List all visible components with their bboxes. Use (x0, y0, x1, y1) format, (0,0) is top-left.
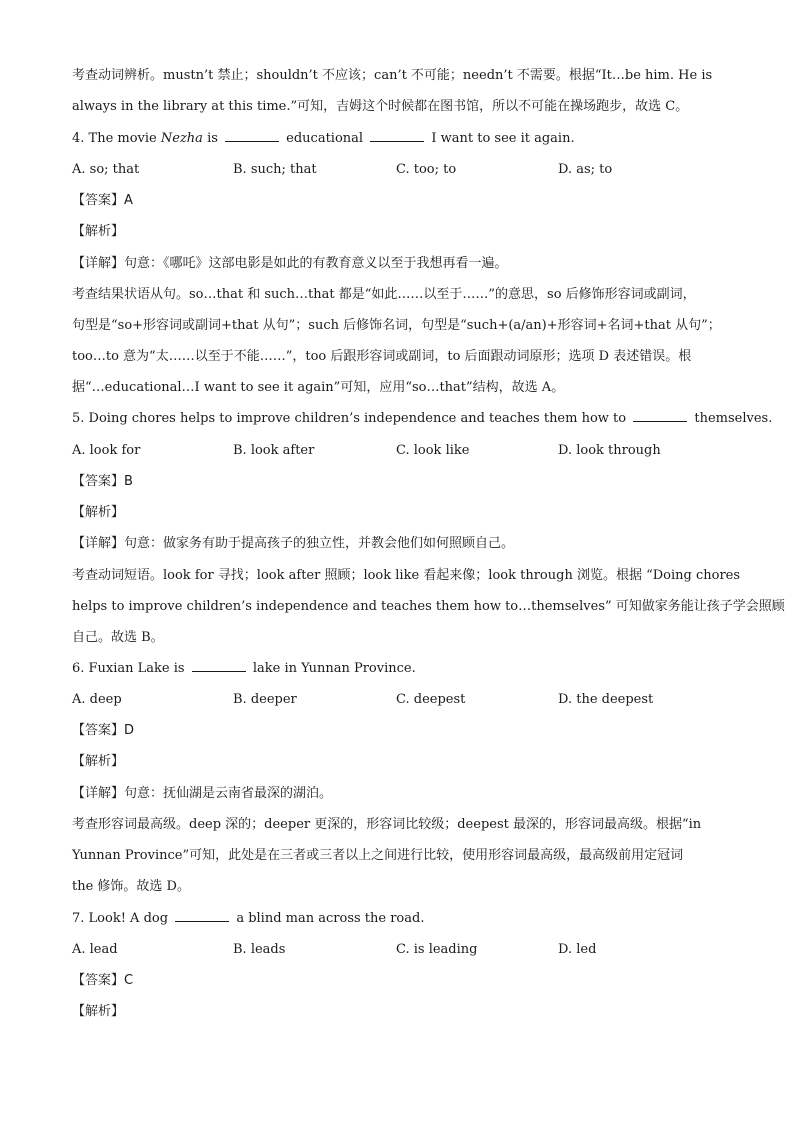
option-d: D. look through (558, 443, 661, 458)
question-text: a blind man across the road. (232, 911, 425, 926)
question-6 (72, 659, 722, 679)
answer-blank (175, 909, 229, 922)
option-d: D. as; to (558, 162, 613, 177)
answer-blank (370, 129, 424, 142)
option-b: B. look after (233, 443, 315, 458)
question-5 (72, 409, 773, 429)
explanation-line: 考查动词辨析。mustn’t 禁止；shouldn’t 不应该；can’t 不可能；needn’t 不需要。根据“It…be him. He is (72, 68, 713, 83)
explanation-line: 据“…educational…I want to see it again”可知，应用“so…that”结构，故选 A。 (72, 380, 565, 395)
answer-blank (225, 129, 279, 142)
option-a: A. lead (72, 942, 118, 957)
explanation-line: 句型是“so+形容词或副词+that 从句”；such 后修饰名词，句型是“such+(a/an)+形容词+名词+that 从句”； (72, 318, 721, 333)
explanation-line: 考查形容词最高级。deep 深的；deeper 更深的，形容词比较级；deepest 最深的，形容词最高级。根据“in (72, 817, 702, 832)
answer-label: 【答案】A (72, 193, 133, 208)
answer-blank (633, 409, 687, 422)
option-c: C. too; to (396, 162, 457, 177)
option-c: C. look like (396, 443, 470, 458)
answer-blank (192, 659, 246, 672)
question-text: 7. Look! A dog (72, 911, 173, 926)
analysis-label: 【解析】 (72, 224, 125, 239)
detail-line: 【详解】句意：做家务有助于提高孩子的独立性，并教会他们如何照顾自己。 (72, 536, 515, 551)
question-text: I want to see it again. (427, 131, 575, 146)
option-b: B. deeper (233, 692, 297, 707)
question-text: is (202, 131, 223, 146)
analysis-label: 【解析】 (72, 505, 125, 520)
option-c: C. is leading (396, 942, 478, 957)
option-d: D. led (558, 942, 597, 957)
question-text: 5. Doing chores helps to improve children’s independence and teaches them how to (72, 411, 631, 426)
question-text: themselves. (690, 411, 773, 426)
analysis-label: 【解析】 (72, 754, 125, 769)
question-text: 6. Fuxian Lake is (72, 661, 189, 676)
explanation-line: 自己。故选 B。 (72, 630, 164, 645)
detail-line: 【详解】句意：抚仙湖是云南省最深的湖泊。 (72, 786, 333, 801)
explanation-line: helps to improve children’s independence and teaches them how to…themselves” 可知做家务能让孩子学会照顾 (72, 599, 785, 614)
option-a: A. deep (72, 692, 122, 707)
option-b: B. leads (233, 942, 286, 957)
answer-label: 【答案】C (72, 973, 134, 988)
question-7 (72, 909, 722, 929)
option-a: A. look for (72, 443, 141, 458)
option-a: A. so; that (72, 162, 140, 177)
explanation-line: 考查动词短语。look for 寻找；look after 照顾；look like 看起来像；look through 浏览。根据 “Doing chores (72, 568, 741, 583)
question-text: lake in Yunnan Province. (248, 661, 416, 676)
answer-label: 【答案】D (72, 723, 135, 738)
movie-title: Nezha (160, 131, 203, 146)
explanation-line: the 修饰。故选 D。 (72, 879, 190, 894)
analysis-label: 【解析】 (72, 1004, 125, 1019)
explanation-line: 考查结果状语从句。so…that 和 such…that 都是“如此……以至于……”的意思，so 后修饰形容词或副词， (72, 287, 696, 302)
explanation-line: too…to 意为“太……以至于不能……”，too 后跟形容词或副词，to 后面跟动词原形；选项 D 表述错误。根 (72, 349, 692, 364)
question-text: 4. The movie (72, 131, 161, 146)
detail-line: 【详解】句意：《哪吒》这部电影是如此的有教育意义以至于我想再看一遍。 (72, 256, 508, 271)
question-4 (72, 129, 722, 149)
explanation-line: Yunnan Province”可知，此处是在三者或三者以上之间进行比较，使用形容词最高级，最高级前用定冠词 (72, 848, 684, 863)
option-c: C. deepest (396, 692, 466, 707)
option-d: D. the deepest (558, 692, 654, 707)
question-text: educational (282, 131, 368, 146)
explanation-line: always in the library at this time.”可知，吉姆这个时候都在图书馆，所以不可能在操场跑步，故选 C。 (72, 99, 689, 114)
answer-label: 【答案】B (72, 474, 133, 489)
option-b: B. such; that (233, 162, 317, 177)
